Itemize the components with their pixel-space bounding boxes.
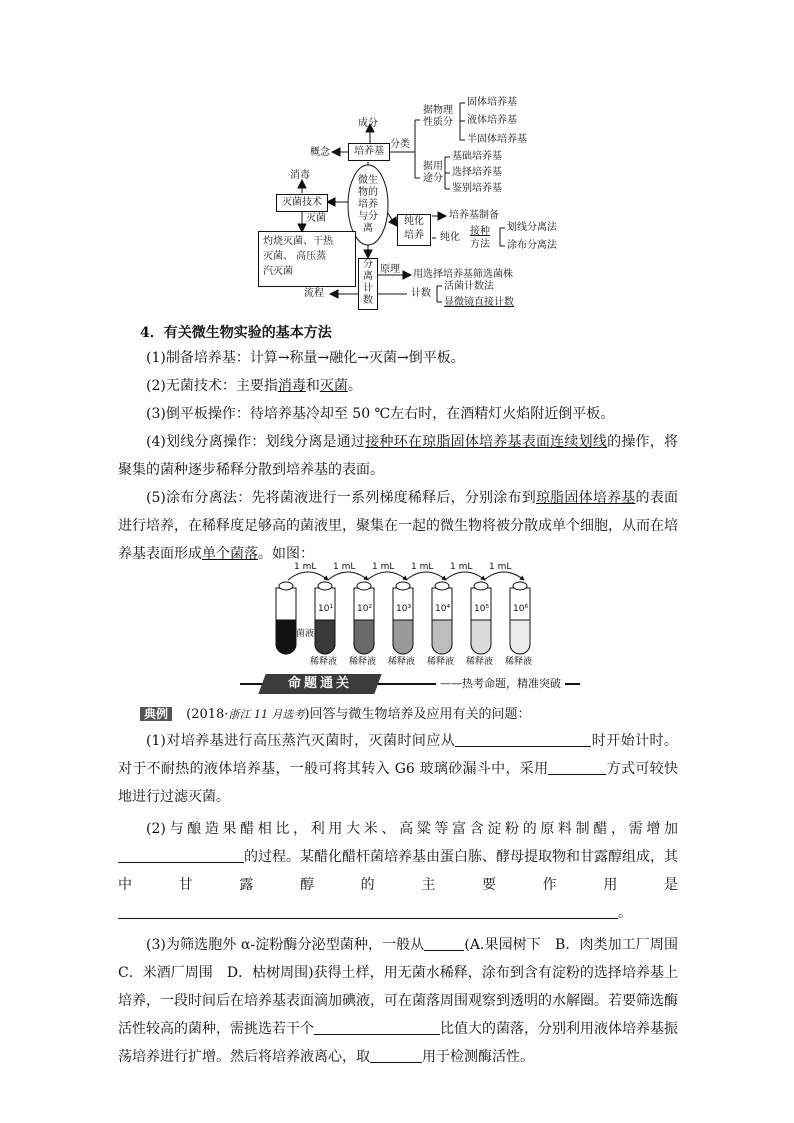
section-paragraphs — [118, 344, 678, 568]
sep-count-line: 计 — [363, 283, 373, 294]
example-header — [140, 705, 531, 724]
center-line: 离 — [363, 223, 373, 234]
section-heading: 4．有关微生物实验的基本方法 — [140, 325, 332, 341]
answer-blank[interactable] — [424, 936, 464, 951]
process-label: 流程 — [304, 288, 324, 299]
step-3: (3)倒平板操作：待培养基冷却至 50 ℃左右时，在酒精灯火焰附近倒平板。 — [146, 406, 615, 422]
answer-blank[interactable] — [118, 904, 618, 919]
microscope-count-method: 显微镜直接计数 — [444, 297, 514, 308]
sep-count-line: 分 — [363, 259, 373, 270]
question-text: 。 — [618, 905, 632, 921]
sterilization-methods-box — [258, 231, 356, 287]
question-text: (A.果园树下 B．肉类加工厂周围 C．米酒厂周围 D．枯树周围)获得土样，用无菌水稀释，涂布到含有淀粉的选择培养基上培养，一段时间后在培养基表面滴加碘液，可在菌落周围观察到透明的水解圈。若要筛选酶活性较高的菌种，需挑选若干个 — [118, 937, 692, 1037]
step-2-text: (2)无菌技术：主要指 — [146, 378, 278, 394]
concept-label: 概念 — [310, 147, 330, 158]
banner-subtitle: ——热考命题，精准突破 — [436, 676, 565, 692]
medium-box: 培养基 — [348, 143, 390, 161]
center-line: 与分 — [358, 211, 378, 222]
diluent-label: 稀释液 — [310, 657, 338, 667]
transfer-label: 1 mL — [372, 562, 395, 572]
composition-label: 成分 — [358, 118, 378, 129]
method-line: 灭菌、 高压蒸 — [263, 251, 327, 262]
section-banner — [240, 674, 580, 694]
center-line: 物的 — [358, 187, 378, 198]
question-3 — [118, 931, 692, 1071]
selective-medium: 选择培养基 — [452, 167, 502, 178]
step-5-text: 的表面进行培养，在稀释度足够高的菌液里，聚集在一起的微生物将被分散成单个细胞，从而在培养基表面形成 — [118, 490, 678, 562]
question-text: 用于检测酶活性。 — [422, 1049, 534, 1065]
question-text: 时开始计时。对于不耐热的液体培养基，一般可将其转入 G6 玻璃砂漏斗中，采用 — [118, 733, 678, 777]
answer-blank[interactable] — [548, 760, 606, 775]
example-source: (2018· — [186, 707, 229, 722]
by-physical-label-1: 据物理 — [423, 105, 453, 116]
step-4-key: 接种环在琼脂固体培养基表面连续划线 — [365, 434, 608, 450]
step-2-key-1: 消毒 — [277, 378, 306, 394]
count-label: 计数 — [411, 288, 431, 299]
disinfect-label: 消毒 — [290, 170, 310, 181]
step-5-key-1: 琼脂固体培养基 — [535, 490, 636, 506]
example-source: )回答与微生物培养及应用有关的问题： — [304, 707, 531, 722]
basic-medium: 基础培养基 — [452, 151, 502, 162]
question-text: (3)为筛选胞外 α-淀粉酶分泌型菌种，一般从 — [146, 937, 425, 953]
diluent-label: 稀释液 — [505, 657, 533, 667]
step-5 — [118, 484, 678, 568]
liquid-medium: 液体培养基 — [467, 115, 517, 126]
answer-blank[interactable] — [118, 848, 244, 863]
question-text: 比值大的菌落，分别利用液体培养基振荡培养进行扩增。然后将培养液离心，取 — [118, 1021, 678, 1065]
principle-text: 用选择培养基筛选菌株 — [413, 269, 513, 280]
question-text: 的过程。某醋化醋杆菌培养基由蛋白胨、酵母提取物和甘露醇组成，其中甘露醇的主要作用是 — [118, 849, 678, 893]
step-2 — [118, 372, 678, 400]
purify-box-line: 培养 — [404, 230, 424, 241]
method-line: 灼烧灭菌、干热 — [263, 236, 333, 247]
example-tag: 典例 — [140, 707, 172, 721]
dilution-exponent: 10¹ — [318, 604, 334, 614]
transfer-label: 1 mL — [489, 562, 512, 572]
step-4 — [118, 428, 678, 484]
step-4-text: (4)划线分离操作：划线分离是通过 — [146, 434, 366, 450]
dilution-exponent: 10⁴ — [435, 604, 451, 614]
by-physical-label-2: 性质分 — [423, 117, 453, 128]
diluent-label: 稀释液 — [427, 657, 455, 667]
purify-box-line: 纯化 — [404, 216, 424, 227]
separation-count-box — [358, 258, 378, 310]
question-1 — [118, 727, 678, 811]
transfer-label: 1 mL — [294, 562, 317, 572]
question-text: 方式可较快地进行过滤灭菌。 — [118, 761, 678, 805]
question-text: (2)与酿造果醋相比，利用大米、高粱等富含淀粉的原料制醋，需增加 — [146, 821, 678, 837]
transfer-label: 1 mL — [333, 562, 356, 572]
step-5-text: (5)涂布分离法：先将菌液进行一系列梯度稀释后，分别涂布到 — [146, 490, 536, 506]
example-questions — [118, 727, 692, 1071]
viable-count-method: 活菌计数法 — [444, 281, 494, 292]
purify-culture-box — [397, 214, 431, 246]
dilution-exponent: 10³ — [396, 604, 412, 614]
center-line: 微生 — [358, 175, 378, 186]
streak-method: 划线分离法 — [507, 222, 557, 233]
sterilize-label: 灭菌 — [306, 213, 326, 224]
principle-label: 原理 — [380, 264, 400, 275]
question-text: (1)对培养基进行高压蒸汽灭菌时，灭菌时间应从 — [146, 733, 456, 749]
solid-medium: 固体培养基 — [467, 97, 517, 108]
dilution-exponent: 10⁶ — [513, 604, 529, 614]
diluent-label: 稀释液 — [466, 657, 494, 667]
answer-blank[interactable] — [314, 1020, 440, 1035]
banner-title: 命题通关 — [287, 676, 352, 691]
step-4-text: 的操作，将聚集的菌种逐步稀释分散到培养基的表面。 — [118, 434, 678, 478]
step-2-text: 。 — [347, 378, 362, 394]
inoculation-label-2: 方法 — [470, 239, 490, 250]
classify-label: 分类 — [390, 139, 410, 150]
sterilization-tech-box: 灭菌技术 — [276, 194, 328, 212]
example-source-exam: 浙江 11 月选考 — [228, 708, 305, 721]
by-use-label-1: 据用 — [423, 161, 443, 172]
dilution-exponent: 10² — [357, 604, 373, 614]
purify-label: 纯化 — [440, 232, 460, 243]
inoculation-label-1: 接种 — [470, 226, 490, 237]
transfer-label: 1 mL — [450, 562, 473, 572]
method-line: 汽灭菌 — [263, 266, 293, 277]
diluent-label: 稀释液 — [388, 657, 416, 667]
transfer-label: 1 mL — [411, 562, 434, 572]
step-2-text: 和 — [305, 378, 320, 394]
dilution-tubes-drawing — [260, 560, 560, 668]
medium-prep-label: 培养基制备 — [449, 210, 499, 221]
step-1: (1)制备培养基：计算→称量→融化→灭菌→倒平板。 — [146, 350, 465, 366]
sep-count-line: 离 — [363, 271, 373, 282]
bacteria-label: 菌液 — [296, 629, 315, 639]
dilution-exponent: 10⁵ — [474, 604, 490, 614]
center-line: 培养 — [358, 199, 378, 210]
by-use-label-2: 途分 — [423, 173, 443, 184]
tube-0 — [276, 588, 296, 654]
step-2-key-2: 灭菌 — [319, 378, 348, 394]
step-5-text: 。如图： — [258, 546, 314, 562]
dilution-figure — [260, 560, 560, 668]
spread-method: 涂布分离法 — [507, 240, 557, 251]
differential-medium: 鉴别培养基 — [452, 183, 502, 194]
diluent-label: 稀释液 — [349, 657, 377, 667]
sep-count-line: 数 — [363, 295, 373, 306]
answer-blank[interactable] — [455, 732, 591, 747]
answer-blank[interactable] — [370, 1048, 422, 1063]
question-2 — [118, 815, 678, 927]
semisolid-medium: 半固体培养基 — [467, 134, 527, 145]
center-node — [358, 175, 378, 235]
step-5-key-2: 单个菌落 — [202, 546, 258, 562]
